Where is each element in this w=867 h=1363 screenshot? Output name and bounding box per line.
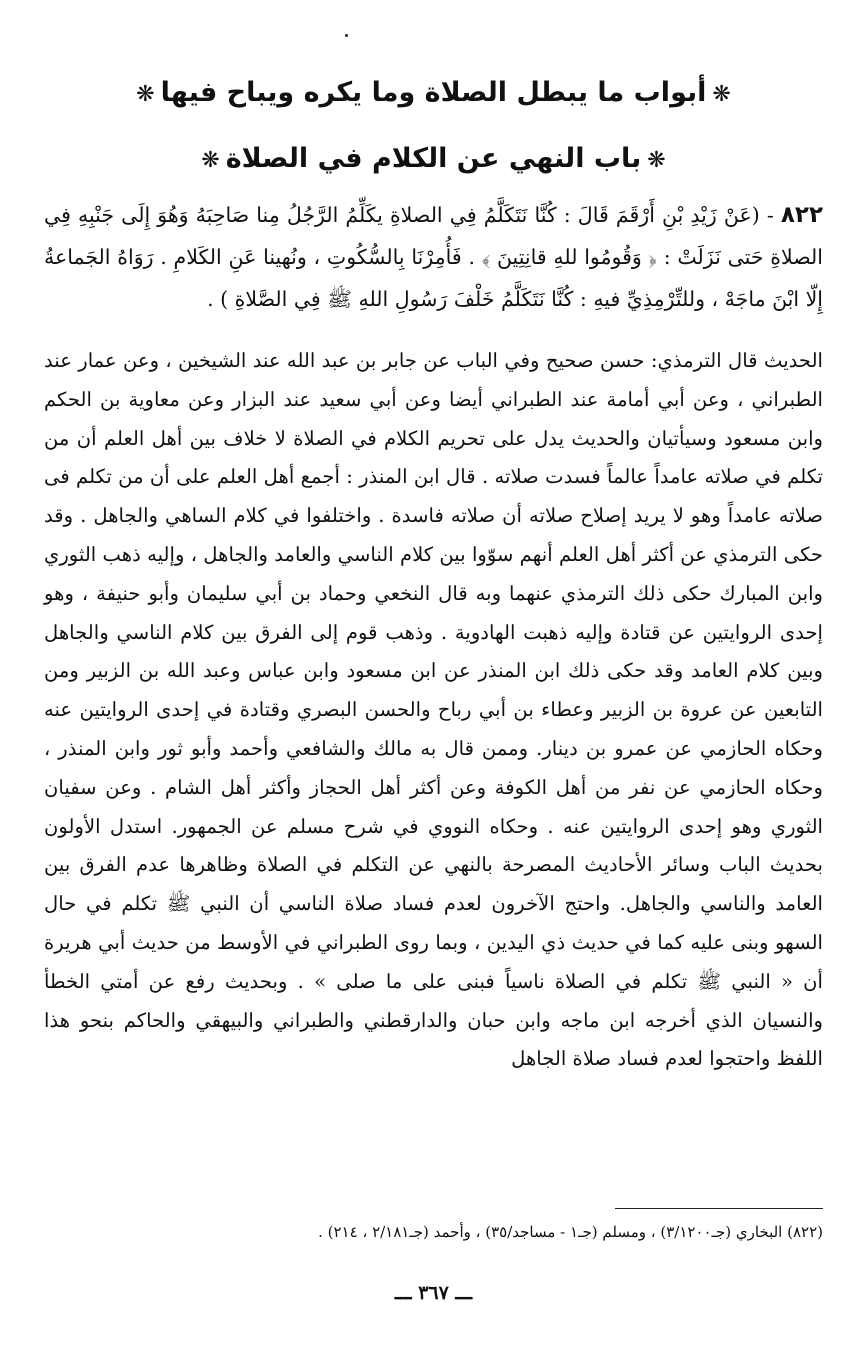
footnote-divider (615, 1208, 823, 1209)
chapter-heading (44, 74, 823, 114)
hadith-body: - (عَنْ زَيْدِ بْنِ أَرْقَمَ قَالَ : كُنَّا نَتَكَلَّمُ فِي الصلاةِ يكَلِّمُ الرَّجُلُ مِنا صَاحِبَهُ وَهُوَ إِلَى جَنْبِهِ فِي الصلاةِ حَتى نَزَلَتْ : ﴿ وَقُومُوا للهِ قانِتِينَ ﴾ . فَأُمِرْنَا بِالسُّكُوتِ ، ونُهينا عَنِ الكَلامِ . رَوَاهُ الجَماعةُ إِلّا ابْنَ ماجَهْ ، وللتِّرْمِذِيِّ فيهِ : كُنَّا نَتَكَلَّمُ خَلْفَ رَسُولِ اللهِ ﷺ فِي الصَّلاةِ ) . (44, 203, 823, 311)
hadith-text (44, 194, 823, 320)
section-heading (44, 140, 823, 180)
ornament-icon: ❋ (136, 82, 155, 107)
commentary-text: الحديث قال الترمذي: حسن صحيح وفي الباب عن جابر بن عبد الله عند الشيخين ، وعن عمار عند الطبراني ، وعن أبي أمامة عند الطبراني أيضا وعن أبي سعيد عند البزار وعن معاوية بن الحكم وابن مسعود وسيأتيان والحديث يدل على تحريم الكلام في الصلاة لا خلاف بين أهل العلم أن من تكلم في صلاته عامداً عالماً فسدت صلاته . قال ابن المنذر : أجمع أهل العلم على أن من تكلم فى صلاته عامداً وهو لا يريد إصلاح صلاته أن صلاته فاسدة . واختلفوا في كلام الساهي والجاهل . وقد حكى الترمذي عن أكثر أهل العلم أنهم سوّوا بين كلام الناسي والعامد والجاهل ، وإليه ذهب الثوري وابن المبارك حكى ذلك الترمذي عنهما وبه قال النخعي وحماد بن أبي سليمان وأبو حنيفة ، وهو إحدى الروايتين عن قتادة وإليه ذهبت الهادوية . وذهب قوم إلى الفرق بين كلام الناسي والجاهل وبين كلام العامد وقد حكى ذلك ابن المنذر عن ابن مسعود وابن عباس وعبد الله بن الزبير ومن التابعين عن عروة بن الزبير وعطاء بن أبي رباح والحسن البصري وقتادة في إحدى الروايتين عنه وحكاه الحازمي عن عمرو بن دينار. وممن قال به مالك والشافعي وأحمد وأبو ثور وابن المنذر ، وحكاه الحازمي عن نفر من أهل الكوفة وعن أكثر أهل الحجاز وأكثر أهل الشام . وعن سفيان الثوري وهو إحدى الروايتين عنه . وحكاه النووي في شرح مسلم عن الجمهور. استدل الأولون بحديث الباب وسائر الأحاديث المصرحة بالنهي عن التكلم في الصلاة وظاهرها عدم الفرق بين العامد والناسي والجاهل. واحتج الآخرون لعدم فساد صلاة الناسي أن النبي ﷺ تكلم في حال السهو وبنى عليه كما في حديث ذي اليدين ، وبما روى الطبراني في الأوسط من حديث أبي هريرة أن « النبي ﷺ تكلم في الصلاة ناسياً فبنى على ما صلى » . وبحديث رفع عن أمتي الخطأ والنسيان الذي أخرجه ابن ماجه وابن حبان والدارقطني والطبراني والبيهقي والحاكم بنحو هذا اللفظ واحتجوا لعدم فساد صلاة الجاهل (44, 349, 823, 1071)
ornament-icon: ❋ (712, 82, 731, 107)
chapter-title: أبواب ما يبطل الصلاة وما يكره ويباح فيها (160, 77, 707, 108)
page-mark (345, 34, 348, 37)
ornament-icon: ❋ (201, 148, 220, 173)
page-number: ـــ ٣٦٧ ـــ (394, 1282, 473, 1304)
footnote: (٨٢٢) البخاري (جـ٣/١٢٠٠) ، ومسلم (جـ١ - مساجد/٣٥) ، وأحمد (جـ٢/١٨١ ، ٢١٤) . (318, 1223, 823, 1241)
section-title: باب النهي عن الكلام في الصلاة (225, 143, 642, 174)
ornament-icon: ❋ (647, 148, 666, 173)
hadith-number: ٨٢٢ (780, 202, 823, 228)
